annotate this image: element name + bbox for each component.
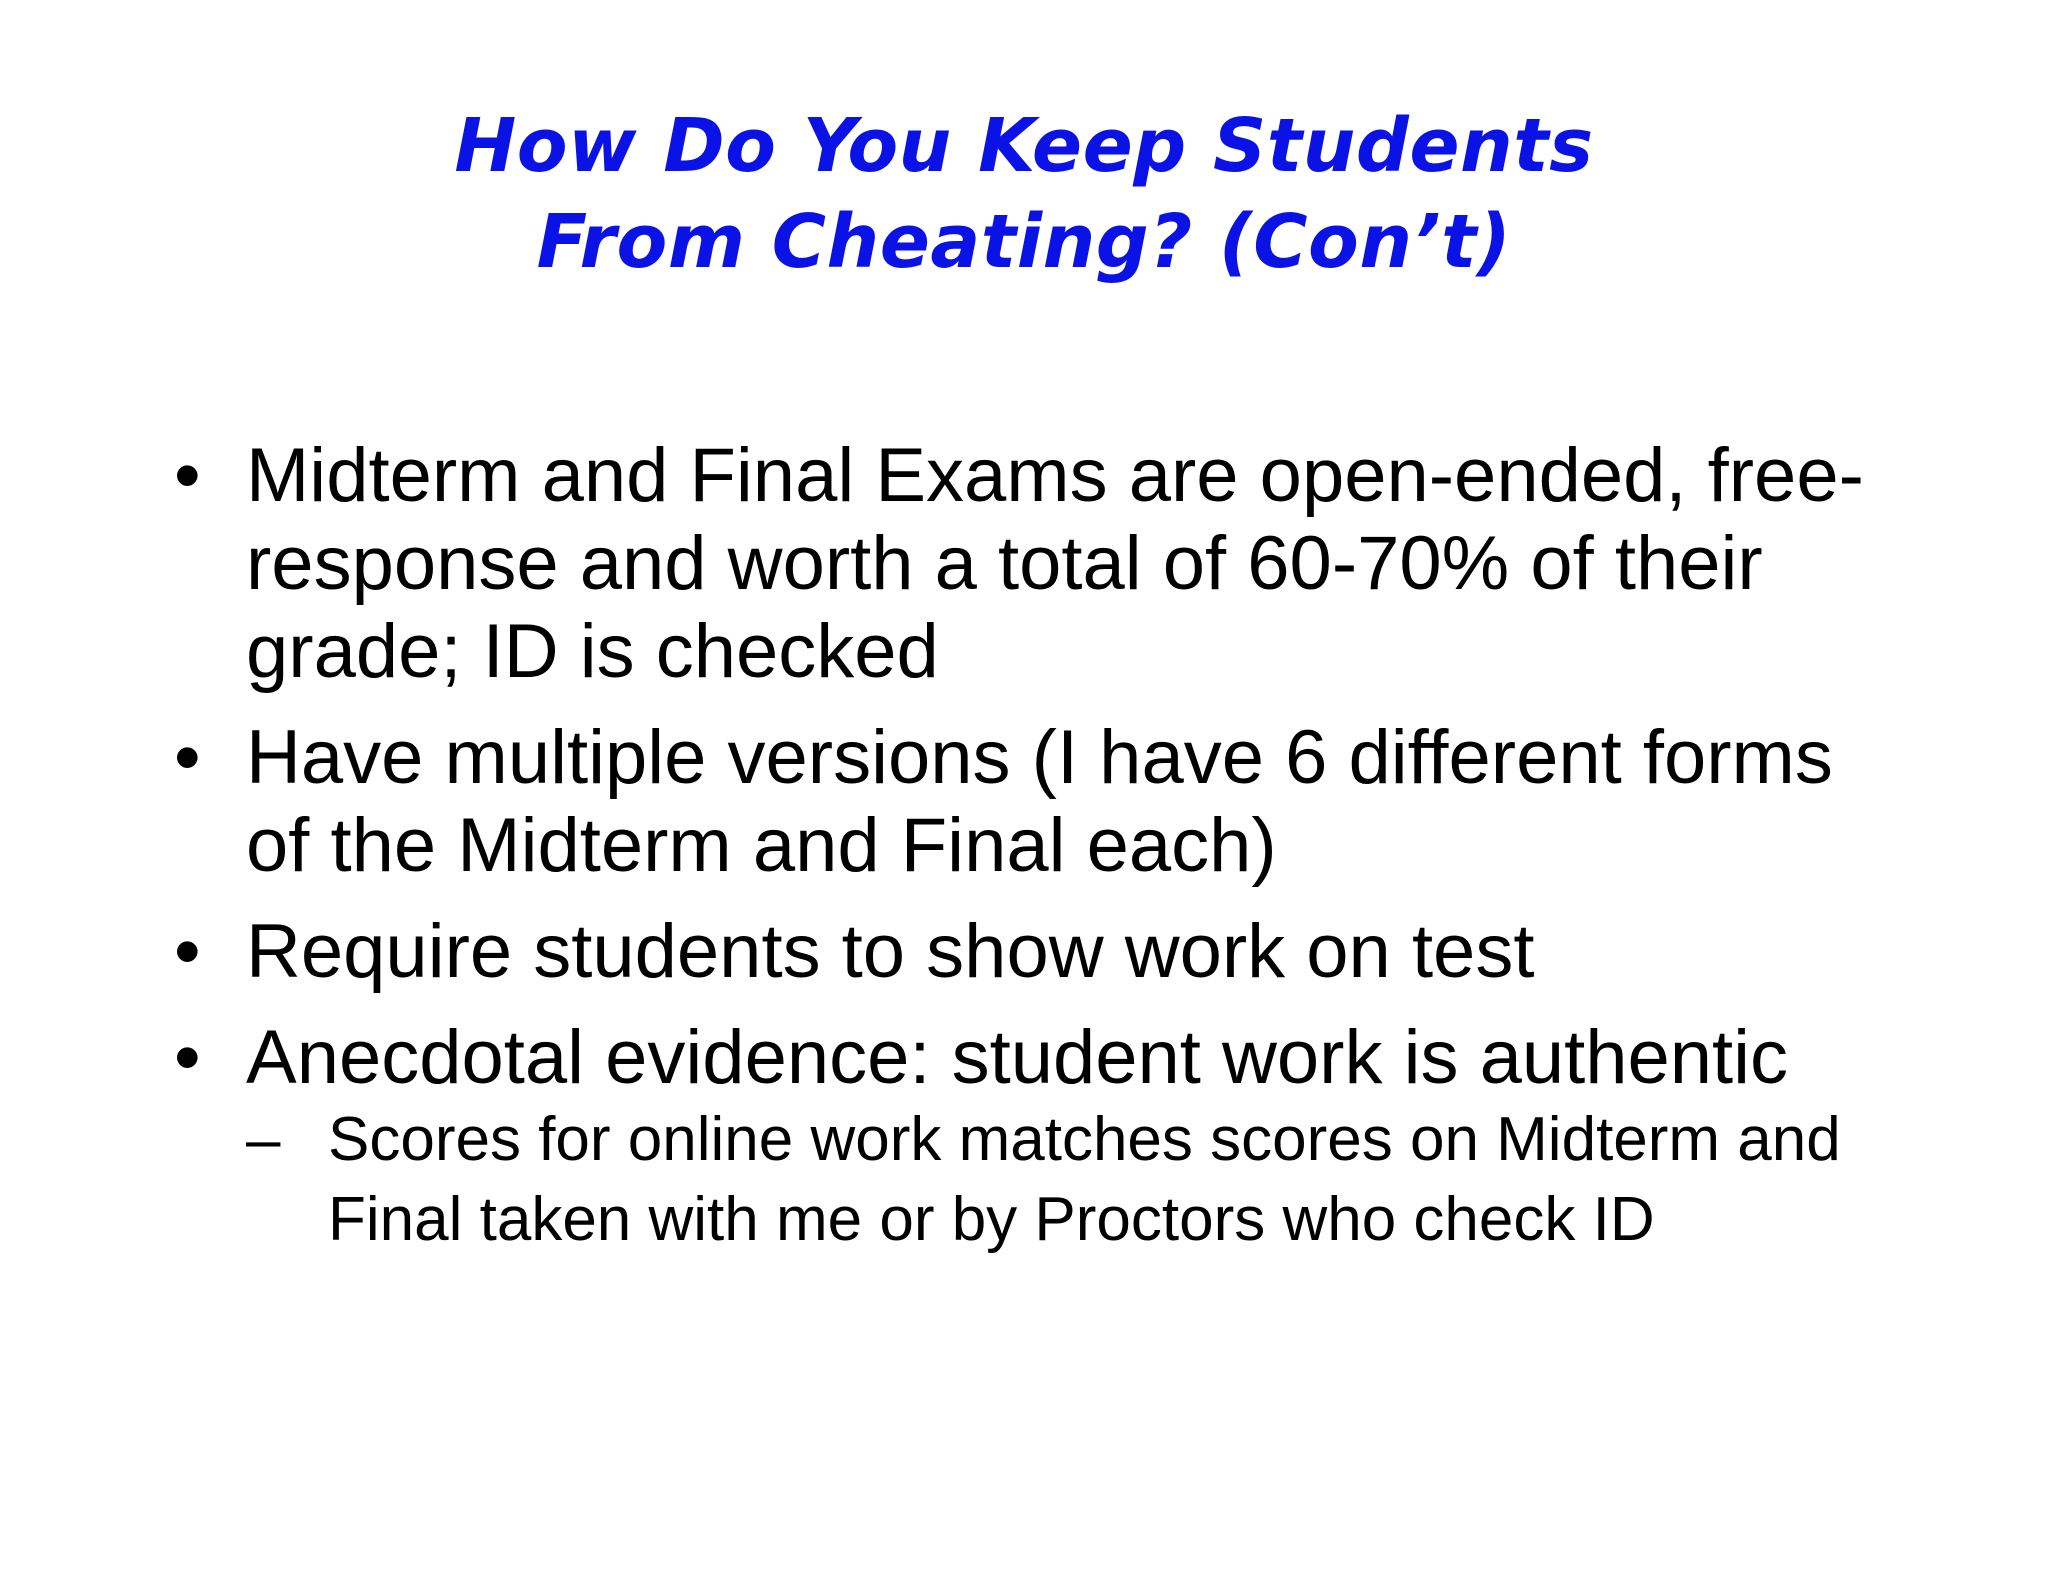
- bullet-text-line: of the Midterm and Final each): [246, 803, 1277, 888]
- bullet-dot-icon: •: [174, 433, 201, 518]
- bullet-text-line: Anecdotal evidence: student work is authentic: [246, 1015, 1789, 1100]
- bullet-text-line: Have multiple versions (I have 6 different forms: [246, 715, 1833, 800]
- slide-title: [0, 98, 2048, 290]
- bullet-dot-icon: •: [174, 715, 201, 800]
- sub-bullet-item: [246, 1100, 1966, 1260]
- bullet-text-line: Midterm and Final Exams are open-ended, free-: [246, 433, 1864, 518]
- bullet-item: [166, 1014, 1966, 1260]
- slide-title-line: From Cheating? (Con’t): [536, 199, 1512, 285]
- bullet-item: [166, 432, 1966, 696]
- slide-title-line: How Do You Keep Students: [454, 103, 1594, 189]
- bullet-text-line: response and worth a total of 60-70% of their: [246, 521, 1763, 606]
- sub-bullet-list: [246, 1100, 1966, 1260]
- bullet-text-line: Require students to show work on test: [246, 909, 1535, 994]
- bullet-item: [166, 908, 1966, 996]
- bullet-list: [166, 432, 1966, 1278]
- sub-bullet-text-line: Final taken with me or by Proctors who check ID: [328, 1185, 1655, 1254]
- bullet-dot-icon: •: [174, 1015, 201, 1100]
- sub-bullet-text-line: Scores for online work matches scores on Midterm and: [328, 1105, 1841, 1174]
- bullet-item: [166, 714, 1966, 890]
- sub-bullet-dash-icon: –: [246, 1105, 281, 1174]
- bullet-text-line: grade; ID is checked: [246, 609, 939, 694]
- bullet-dot-icon: •: [174, 909, 201, 994]
